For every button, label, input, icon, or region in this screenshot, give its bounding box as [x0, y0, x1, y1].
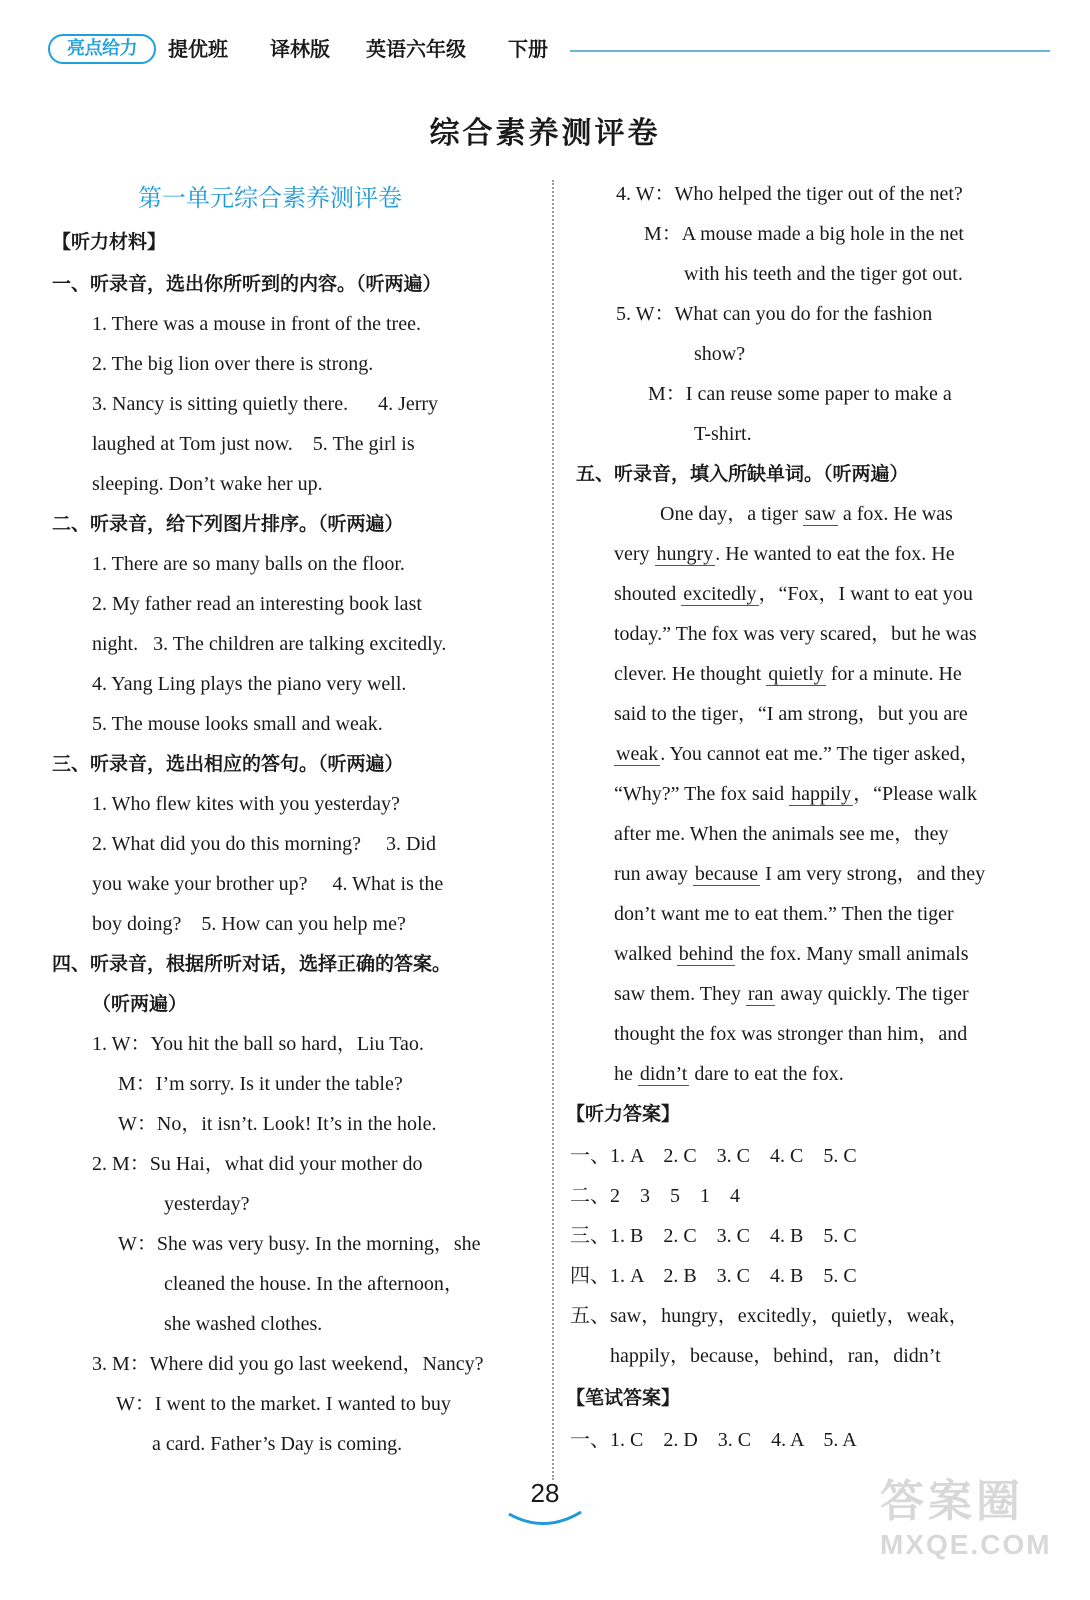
text-line: 5. The mouse looks small and weak.	[92, 713, 383, 735]
text-line: night. 3. The children are talking excitedly.	[92, 633, 447, 655]
story-line: don’t want me to eat them.” Then the tiger	[614, 903, 954, 925]
dialogue-line: 1. W：You hit the ball so hard，Liu Tao.	[92, 1033, 424, 1055]
part5-heading: 五、听录音，填入所缺单词。（听两遍）	[576, 463, 909, 485]
header-rule	[570, 50, 1050, 52]
brand-logo: 亮点给力	[48, 34, 156, 64]
dialogue-line: yesterday?	[164, 1193, 250, 1215]
filled-blank: happily	[791, 783, 852, 805]
edition: 译林版	[270, 37, 330, 61]
watermark-logo	[880, 1465, 1070, 1575]
filled-blank: quietly	[768, 663, 824, 685]
part2-heading: 二、听录音，给下列图片排序。（听两遍）	[52, 513, 404, 535]
dialogue-line: she washed clothes.	[164, 1313, 323, 1335]
listening-materials-heading: 【听力材料】	[52, 231, 167, 253]
filled-blank: didn’t	[639, 1063, 688, 1085]
text-line: 1. There was a mouse in front of the tree.	[92, 313, 421, 335]
page-title: 综合素养测评卷	[429, 116, 661, 151]
answer-line: 二、2 3 5 1 4	[570, 1185, 740, 1207]
subject: 英语六年级	[366, 37, 466, 61]
answer-line: happily，because，behind，ran，didn’t	[610, 1345, 941, 1367]
answer-line: 三、1. B 2. C 3. C 4. B 5. C	[570, 1225, 857, 1247]
page-number: 28	[530, 1478, 560, 1508]
dialogue-line: W：No，it isn’t. Look! It’s in the hole.	[118, 1113, 437, 1135]
story-line: One day，a tiger saw a fox. He was	[660, 503, 953, 525]
story-line: today.” The fox was very scared，but he was	[614, 623, 977, 645]
filled-blank: weak	[616, 743, 659, 765]
story-line: he didn’t dare to eat the fox.	[614, 1063, 844, 1085]
dialogue-line: 5. W：What can you do for the fashion	[616, 303, 933, 325]
dialogue-line: a card. Father’s Day is coming.	[152, 1433, 403, 1455]
section-subtitle: 第一单元综合素养测评卷	[138, 184, 402, 212]
text-line: 2. The big lion over there is strong.	[92, 353, 374, 375]
dialogue-line: cleaned the house. In the afternoon，	[164, 1273, 464, 1295]
answer-line: 五、saw，hungry，excitedly，quietly，weak，	[570, 1305, 969, 1327]
filled-blank: saw	[804, 503, 836, 525]
filled-blank: because	[694, 863, 759, 885]
text-line: boy doing? 5. How can you help me?	[92, 913, 406, 935]
watermark-bottom-text: MXQE.COM	[880, 1529, 1052, 1560]
text-line: 4. Yang Ling plays the piano very well.	[92, 673, 407, 695]
filled-blank: hungry	[656, 543, 714, 565]
part3-heading: 三、听录音，选出相应的答句。（听两遍）	[52, 753, 404, 775]
story-line: after me. When the animals see me，they	[614, 823, 949, 845]
story-line: saw them. They ran away quickly. The tiger	[614, 983, 969, 1005]
volume: 下册	[508, 37, 548, 61]
story-line: clever. He thought quietly for a minute. He	[614, 663, 962, 685]
dialogue-line: show?	[694, 343, 746, 365]
text-line: 2. My father read an interesting book last	[92, 593, 422, 615]
story-line: thought the fox was stronger than him，and	[614, 1023, 968, 1045]
dialogue-line: 2. M：Su Hai，what did your mother do	[92, 1153, 423, 1175]
text-line: laughed at Tom just now. 5. The girl is	[92, 433, 415, 455]
story-line: said to the tiger，“I am strong，but you are	[614, 703, 968, 725]
dialogue-line: M：A mouse made a big hole in the net	[644, 223, 964, 245]
dialogue-line: M：I can reuse some paper to make a	[648, 383, 952, 405]
part4-heading-note: （听两遍）	[92, 993, 188, 1015]
story-line: run away because I am very strong，and they	[614, 863, 986, 885]
written-answers-heading: 【笔试答案】	[566, 1387, 681, 1409]
text-line: 3. Nancy is sitting quietly there. 4. Jerry	[92, 393, 439, 415]
text-line: 1. Who flew kites with you yesterday?	[92, 793, 400, 815]
page-number-swoosh	[505, 1508, 585, 1530]
filled-blank: behind	[678, 943, 734, 965]
dialogue-line: with his teeth and the tiger got out.	[684, 263, 963, 285]
listening-answers-heading: 【听力答案】	[566, 1103, 681, 1125]
story-line: weak . You cannot eat me.” The tiger asked，	[616, 743, 980, 765]
text-line: sleeping. Don’t wake her up.	[92, 473, 323, 495]
dialogue-line: 3. M：Where did you go last weekend，Nancy?	[92, 1353, 484, 1375]
dialogue-line: W：She was very busy. In the morning，she	[118, 1233, 481, 1255]
answer-line: 一、1. A 2. C 3. C 4. C 5. C	[570, 1145, 857, 1167]
story-line: walked behind the fox. Many small animals	[614, 943, 969, 965]
dialogue-line: 4. W：Who helped the tiger out of the net?	[616, 183, 963, 205]
filled-blank: excitedly	[683, 583, 757, 605]
watermark-top-text: 答案圈	[880, 1476, 1024, 1527]
dialogue-line: T-shirt.	[694, 423, 752, 445]
text-line: 2. What did you do this morning? 3. Did	[92, 833, 437, 855]
dialogue-line: M：I’m sorry. Is it under the table?	[118, 1073, 403, 1095]
part1-heading: 一、听录音，选出你所听到的内容。（听两遍）	[52, 273, 442, 295]
story-line: very hungry . He wanted to eat the fox. He	[614, 543, 955, 565]
series-name: 提优班	[168, 37, 228, 61]
text-line: 1. There are so many balls on the floor.	[92, 553, 405, 575]
answer-line: 四、1. A 2. B 3. C 4. B 5. C	[570, 1265, 857, 1287]
story-line: “Why?” The fox said happily ，“Please walk	[614, 783, 977, 805]
dialogue-line: W：I went to the market. I wanted to buy	[116, 1393, 451, 1415]
column-divider	[552, 180, 554, 1480]
part4-heading: 四、听录音，根据所听对话，选择正确的答案。	[52, 953, 452, 975]
answer-line: 一、1. C 2. D 3. C 4. A 5. A	[570, 1429, 857, 1451]
text-line: you wake your brother up? 4. What is the	[92, 873, 444, 895]
filled-blank: ran	[747, 983, 774, 1005]
story-line: shouted excitedly ，“Fox，I want to eat you	[614, 583, 973, 605]
